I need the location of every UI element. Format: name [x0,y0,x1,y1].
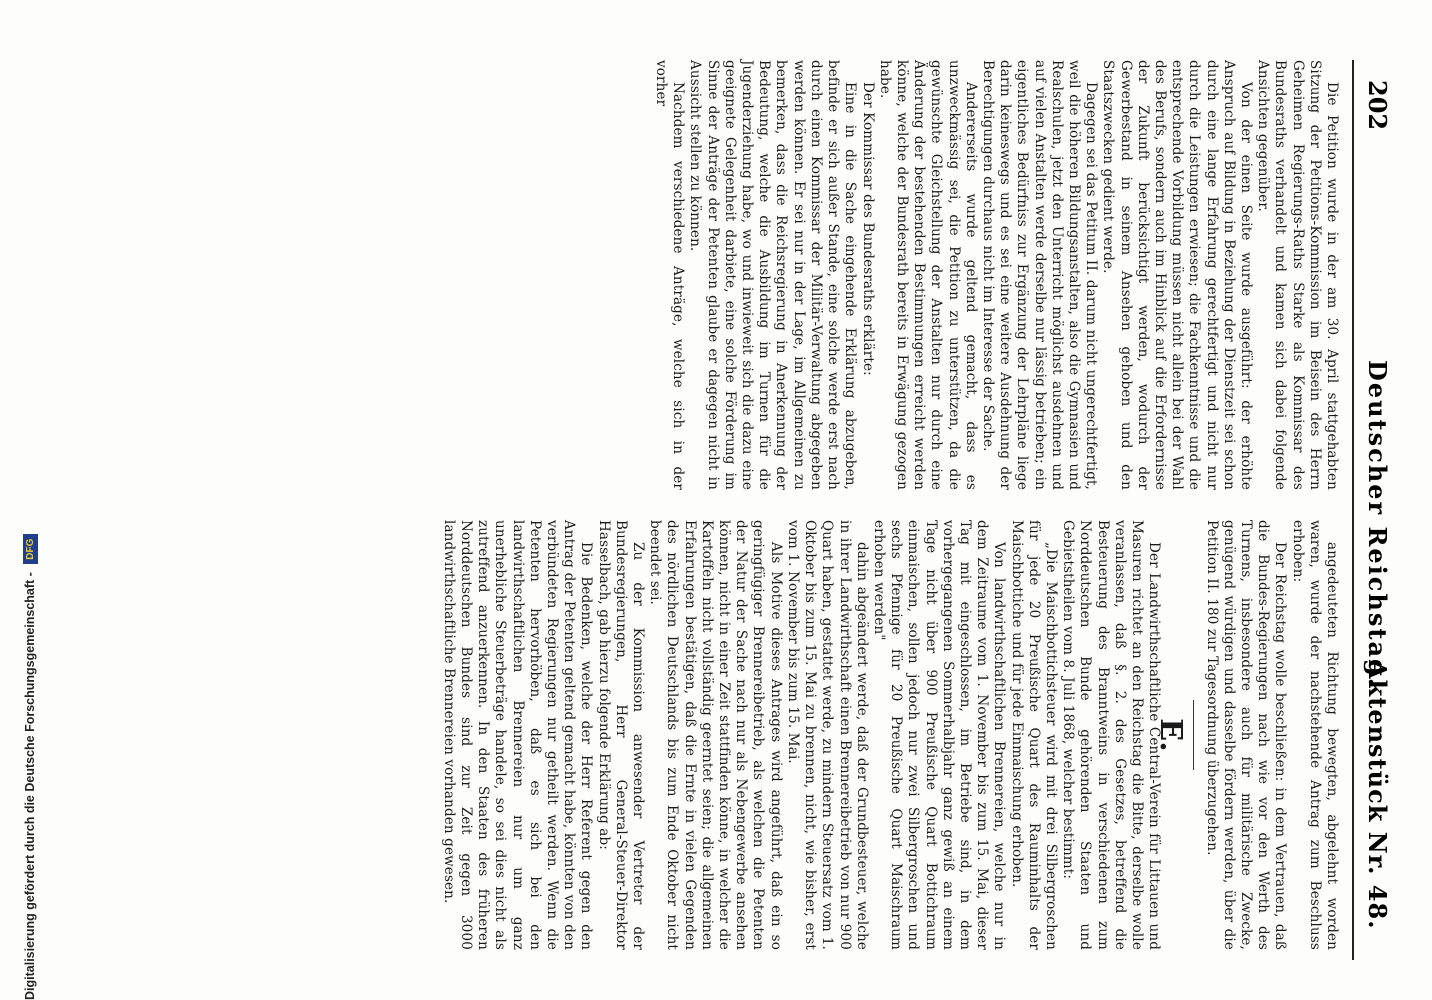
paragraph: Der Kommissar des Bundesraths erklärte: [859,82,876,376]
paragraph: Von der einen Seite wurde ausgeführt: der erhöhte Anspruch auf Bildung in Beziehung der Dienstzeit sei schon durch eine lange Erfahrung gerechtfertigt und nicht nur durch die Leistungen erwiesen; die Fachkenntnisse und die entsprechende Vorbildung müssen nicht allein bei der Wahl des Berufs, sondern auch im Hinblick auf die Erfordernisse der Zukunft berücksichtigt werden, wodurch der Gewerbestand in seinem Ansehen gehoben und den Staatszwecken gedient werde. [1100,60,1254,490]
paragraph: Der Reichstag wolle beschließen: in dem Vertrauen, daß die Bundes-Regierungen nach wie vor den Werth des Turnens, insbesondere auch für militärische Zwecke, genügend würdigen und dasselbe fördern werden, über die Petition II. 180 zur Tagesordnung überzugehen. [1203,520,1289,950]
column-right [440,520,1340,950]
paragraph: Nachdem verschiedene Anträge, welche sich in der vorher [653,60,687,490]
paragraph: „Die Maischbottichsteuer wird mit drei Silbergroschen für jede 20 Preußische Quart des Rauminhalts der Maischbottiche und für jede Einmaischung erhoben. [1008,520,1059,950]
paragraph: Andererseits wurde geltend gemacht, dass es unzweckmässig sei, die Petition zu unterstützen, da die gewünschte Gleichstellung der Anstalten nur durch eine Änderung der bestehenden Bestimmungen erreicht werden könne, welche der Bundesrath bereits in Erwägung gezogen habe. [876,60,979,490]
column-right-wrapper [440,520,1340,960]
paragraph: Eine in die Sache eingehende Erklärung abzugeben, befinde er sich außer Stande, eine solche werde erst nach durch einen Kommissar der Militär-Verwaltung abgegeben werden können. Er sei nur in der Lage, im Allgemeinen zu bemerken, dass die Reichsregierung in Anerkennung der Bedeutung, welche die Ausbildung im Turnen für die Jugenderziehung habe, wo und inwieweit sich die dazu eine geeignete Gelegenheit darbiete, eine solche Förderung im Sinne der Anträge der Petenten glaube er dagegen nicht in Aussicht stellen zu können. [687,60,859,490]
publication-title: Deutscher Reichstag. [1363,360,1392,689]
section-divider [1193,700,1194,770]
digitization-credit [20,0,40,1000]
document-number: Aktenstück Nr. 48. [1363,660,1392,930]
paragraph: Als Motive dieses Antrages wird angeführt, daß ein so geringfügiger Brennereibetrieb, als welchen die Petenten der Natur der Sache nach nur als Nebengewerbe ansehen können, nicht in einer Zeit stattfinden könne, in welcher die Kartoffeln nicht vollständig geerntet seien; die allgemeinen Erfahrungen bestätigen, daß die Ernte in vielen Gegenden des nördlichen Deutschlands bis zum Ende Oktober nicht beendet sei. [647,520,784,950]
paragraph: dahin abgeändert werde, daß der Grundbesteuer, welche in ihrer Landwirthschaft einen Brennereibetrieb von nur 900 Quart haben, gestattet werde, zu mindern Steuersatz vom 1. Oktober bis zum 15. Mai zu brennen, nicht, wie bisher, erst vom 1. November bis zum 15. Mai. [784,520,870,950]
paragraph: angedeuteten Richtung bewegten, abgelehnt worden waren, wurde der nachstehende Antrag zum Beschluss erhoben: [1289,520,1340,950]
paragraph: Die Petition wurde in der am 30. April stattgehabten Sitzung der Petitions-Kommission im Beisein des Herrn Geheimen Regierungs-Raths Starke als Kommissar des Bundesraths verhandelt und kamen sich dabei folgende Ansichten gegenüber. [1255,60,1340,490]
page-number: 202 [1363,80,1392,131]
paragraph: Von landwirthschaftlichen Brennereien, welche nur in dem Zeitraume vom 1. November bis zum 15. Mai, dieser Tag mit eingeschlossen, im Betriebe sind, in dem vorhergegangenen Sommerhalbjahr ganz gewiß an einem Tage nicht über 900 Preußische Quart Bottichraum einmaischen, sollen jedoch nur zwei Silbergroschen und sechs Pfennige für 20 Preußische Quart Maischraum erhoben werden" [870,520,1008,950]
section-heading: E. [1153,718,1189,752]
dfg-logo-icon: DFG [23,534,38,564]
paragraph: Der Landwirthschaftliche Central-Verein für Littauen und Masuren richtet an den Reichstag die Bitte, derselbe wolle veranlassen, daß §. 2. des Gesetzes, betreffend die Besteuerung des Branntweins in verschiedenen zum Norddeutschen Bunde gehörenden Staaten und Gebietstheilen vom 8. Juli 1868, welcher bestimmt: [1060,520,1163,950]
running-header [1330,0,1400,1000]
column-left [652,60,1340,490]
paragraph: Die Bedenken, welche der Herr Referent gegen den Antrag der Petenten geltend gemacht habe, könnten von den verbündeten Regierungen nur getheilt werden. Wenn die Petenten hervorhöben, daß es sich bei den landwirthschaftlichen Brennereien nur um ganz unerhebliche Steuerbeträge handele, so sei dies nicht als zutreffend anzuerkennen. In den Staaten des früheren Norddeutschen Bundes sind zur Zeit gegen 3000 landwirthschaftliche Brennereien vorhanden gewesen. [440,520,595,950]
paragraph: Dagegen sei das Petitum II. darum nicht ungerechtfertigt, weil die höheren Bildungsanstalten, also die Gymnasien und Realschulen, jetzt den Unterricht möglichst ausdehnen und auf vielen Anstalten werde derselbe nur lässig betrieben; ein eigentliches Bedürfniss zur Ergänzung der Lehrpläne liege darin keineswegs und es sei eine weitere Ausdehnung der Berechtigungen durchaus nicht im Interesse der Sache. [979,60,1100,490]
header-rule [1352,60,1354,960]
credit-text: Digitalisierung gefördert durch die Deutsche Forschungsgemeinschaft - [23,572,37,1000]
paragraph: Zu der Kommission anwesender Vertreter der Bundesregierungen, Herr General-Steuer-Direktor Hasselbach, gab hierzu folgende Erklärung ab: [595,520,647,950]
column-left-wrapper [480,60,1340,500]
